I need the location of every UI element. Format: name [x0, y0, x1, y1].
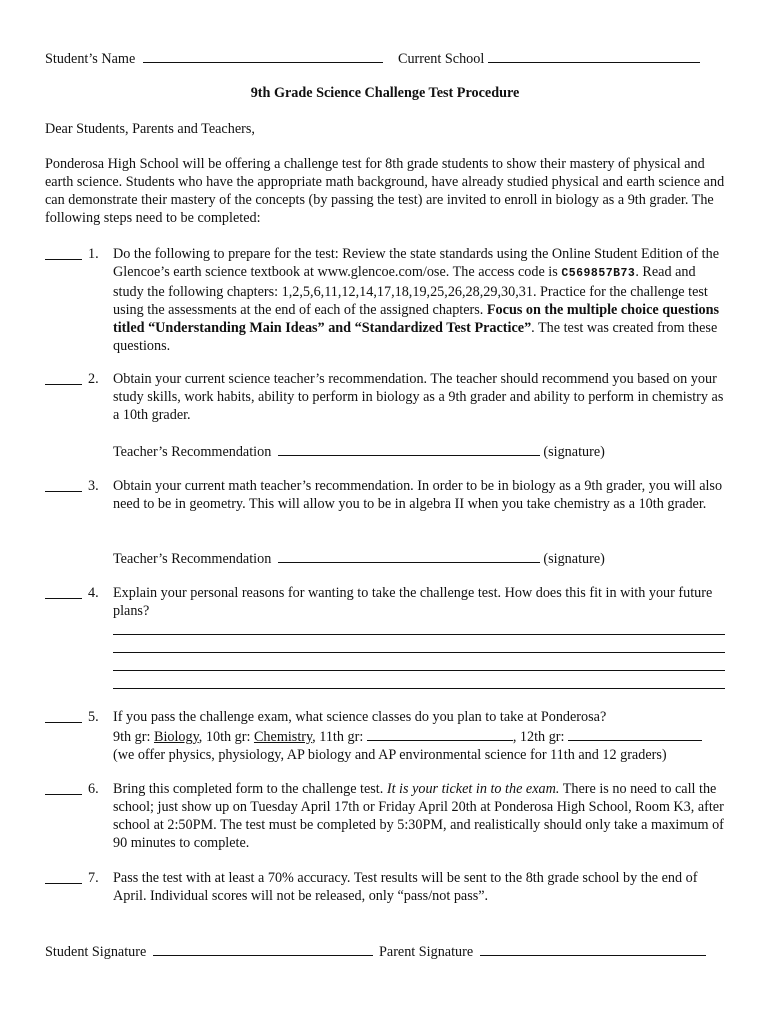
step-4-answer-line[interactable]	[113, 688, 725, 689]
current-school-label: Current School	[398, 51, 485, 67]
step-6-text-b: There is no need to call the school; just show up on Tuesday April 17th or Friday April 20th at Ponderosa High School, Room K3, after school at 2:50PM. The test must be completed by 5:30PM, and realistically should only take a maximum of 90 minutes to complete.	[113, 781, 724, 851]
step-3-rec-label: Teacher’s Recommendation	[113, 551, 272, 567]
student-signature-field[interactable]	[153, 941, 373, 956]
step-4-text: Explain your personal reasons for wanting to take the challenge test. How does this fit in with your future plans?	[113, 585, 713, 619]
grade-11-field[interactable]	[367, 726, 513, 741]
parent-signature-label: Parent Signature	[379, 944, 474, 960]
step-5-number: 5.	[88, 709, 99, 725]
step-6-text	[113, 780, 728, 852]
step-4-checkbox[interactable]	[45, 584, 82, 599]
step-5-note: (we offer physics, physiology, AP biology and AP environmental science for 11th and 12 graders)	[113, 747, 667, 763]
step-6-checkbox[interactable]	[45, 780, 82, 795]
grade-10-value: Chemistry	[253, 729, 313, 745]
step-3-number: 3.	[88, 478, 99, 494]
student-signature-row	[45, 941, 373, 961]
current-school-row	[398, 48, 700, 68]
step-3-text: Obtain your current math teacher’s recommendation. In order to be in biology as a 9th grader, you will also need to be in geometry. This will allow you to be in algebra II when you take chemistry as a 10th grader.	[113, 478, 723, 512]
step-5-question: If you pass the challenge exam, what science classes do you plan to take at Ponderosa?	[113, 709, 607, 725]
step-2-checkbox[interactable]	[45, 370, 82, 385]
student-name-field[interactable]	[143, 48, 383, 63]
document-title: 9th Grade Science Challenge Test Procedure	[250, 85, 520, 101]
step-1-text-c: . The test was created from these questions.	[113, 320, 718, 354]
intro-paragraph: Ponderosa High School will be offering a challenge test for 8th grade students to show their mastery of physical and earth science. Students who have the appropriate math background, have already studied physical and earth science and can demonstrate their mastery of the concepts (by passing the test) are invited to enroll in biology as a 9th grader. The following steps need to be completed:	[45, 156, 725, 226]
step-1-number: 1.	[88, 246, 99, 262]
step-3-signature-field[interactable]	[278, 548, 540, 563]
step-2-text: Obtain your current science teacher’s recommendation. The teacher should recommend you based on your study skills, work habits, ability to perform in biology as a 9th grader and ability to perform in chemistry as a 10th grader.	[113, 371, 724, 423]
access-code: C569857B73	[561, 267, 636, 280]
student-signature-label: Student Signature	[45, 944, 147, 960]
parent-signature-row	[379, 941, 706, 961]
greeting: Dear Students, Parents and Teachers,	[45, 121, 255, 137]
grade-12-label: , 12th gr:	[512, 729, 568, 745]
step-1-text	[113, 245, 728, 355]
grade-10-label: , 10th gr:	[198, 729, 254, 745]
step-2-signature-field[interactable]	[278, 441, 540, 456]
step-2-recommendation	[113, 441, 605, 461]
step-6-ticket-note: It is your ticket in to the exam.	[386, 781, 560, 797]
step-7-checkbox[interactable]	[45, 869, 82, 884]
step-1-text-a: Do the following to prepare for the test: Review the state standards using the Online Student Edition of the Glencoe’s earth science textbook at www.glencoe.com/ose. The access code is	[113, 246, 719, 280]
step-2-number: 2.	[88, 371, 99, 387]
step-5-grades	[113, 726, 728, 746]
student-name-label: Student’s Name	[45, 51, 136, 67]
step-4-answer-line[interactable]	[113, 670, 725, 671]
current-school-field[interactable]	[488, 48, 700, 63]
grade-11-label: , 11th gr:	[312, 729, 367, 745]
grade-12-field[interactable]	[568, 726, 702, 741]
step-1-focus: Focus on the multiple choice questions titled “Understanding Main Ideas” and “Standardized Test Practice”	[113, 302, 720, 336]
step-4-number: 4.	[88, 585, 99, 601]
step-6-text-a: Bring this completed form to the challenge test.	[113, 781, 387, 797]
parent-signature-field[interactable]	[480, 941, 706, 956]
step-6-number: 6.	[88, 781, 99, 797]
step-7-text: Pass the test with at least a 70% accuracy. Test results will be sent to the 8th grade school by the end of April. Individual scores will not be released, only “pass/not pass”.	[113, 870, 698, 904]
step-4-answer-line[interactable]	[113, 634, 725, 635]
step-5-checkbox[interactable]	[45, 708, 82, 723]
step-5-text	[113, 708, 728, 764]
student-name-row	[45, 48, 383, 68]
step-1-checkbox[interactable]	[45, 245, 82, 260]
step-1-text-b: . Read and study the following chapters: 1,2,5,6,11,12,14,17,18,19,25,26,28,29,30,31. Practice for the challenge test using the assessments at the end of each of the assigned chapters.	[113, 264, 708, 318]
grade-9-value: Biology	[153, 729, 199, 745]
step-3-checkbox[interactable]	[45, 477, 82, 492]
step-2-rec-suffix: (signature)	[543, 444, 605, 460]
step-2-rec-label: Teacher’s Recommendation	[113, 444, 272, 460]
step-4-answer-line[interactable]	[113, 652, 725, 653]
step-3-rec-suffix: (signature)	[543, 551, 605, 567]
step-7-number: 7.	[88, 870, 99, 886]
step-3-recommendation	[113, 548, 605, 568]
grade-9-label: 9th gr:	[113, 729, 154, 745]
